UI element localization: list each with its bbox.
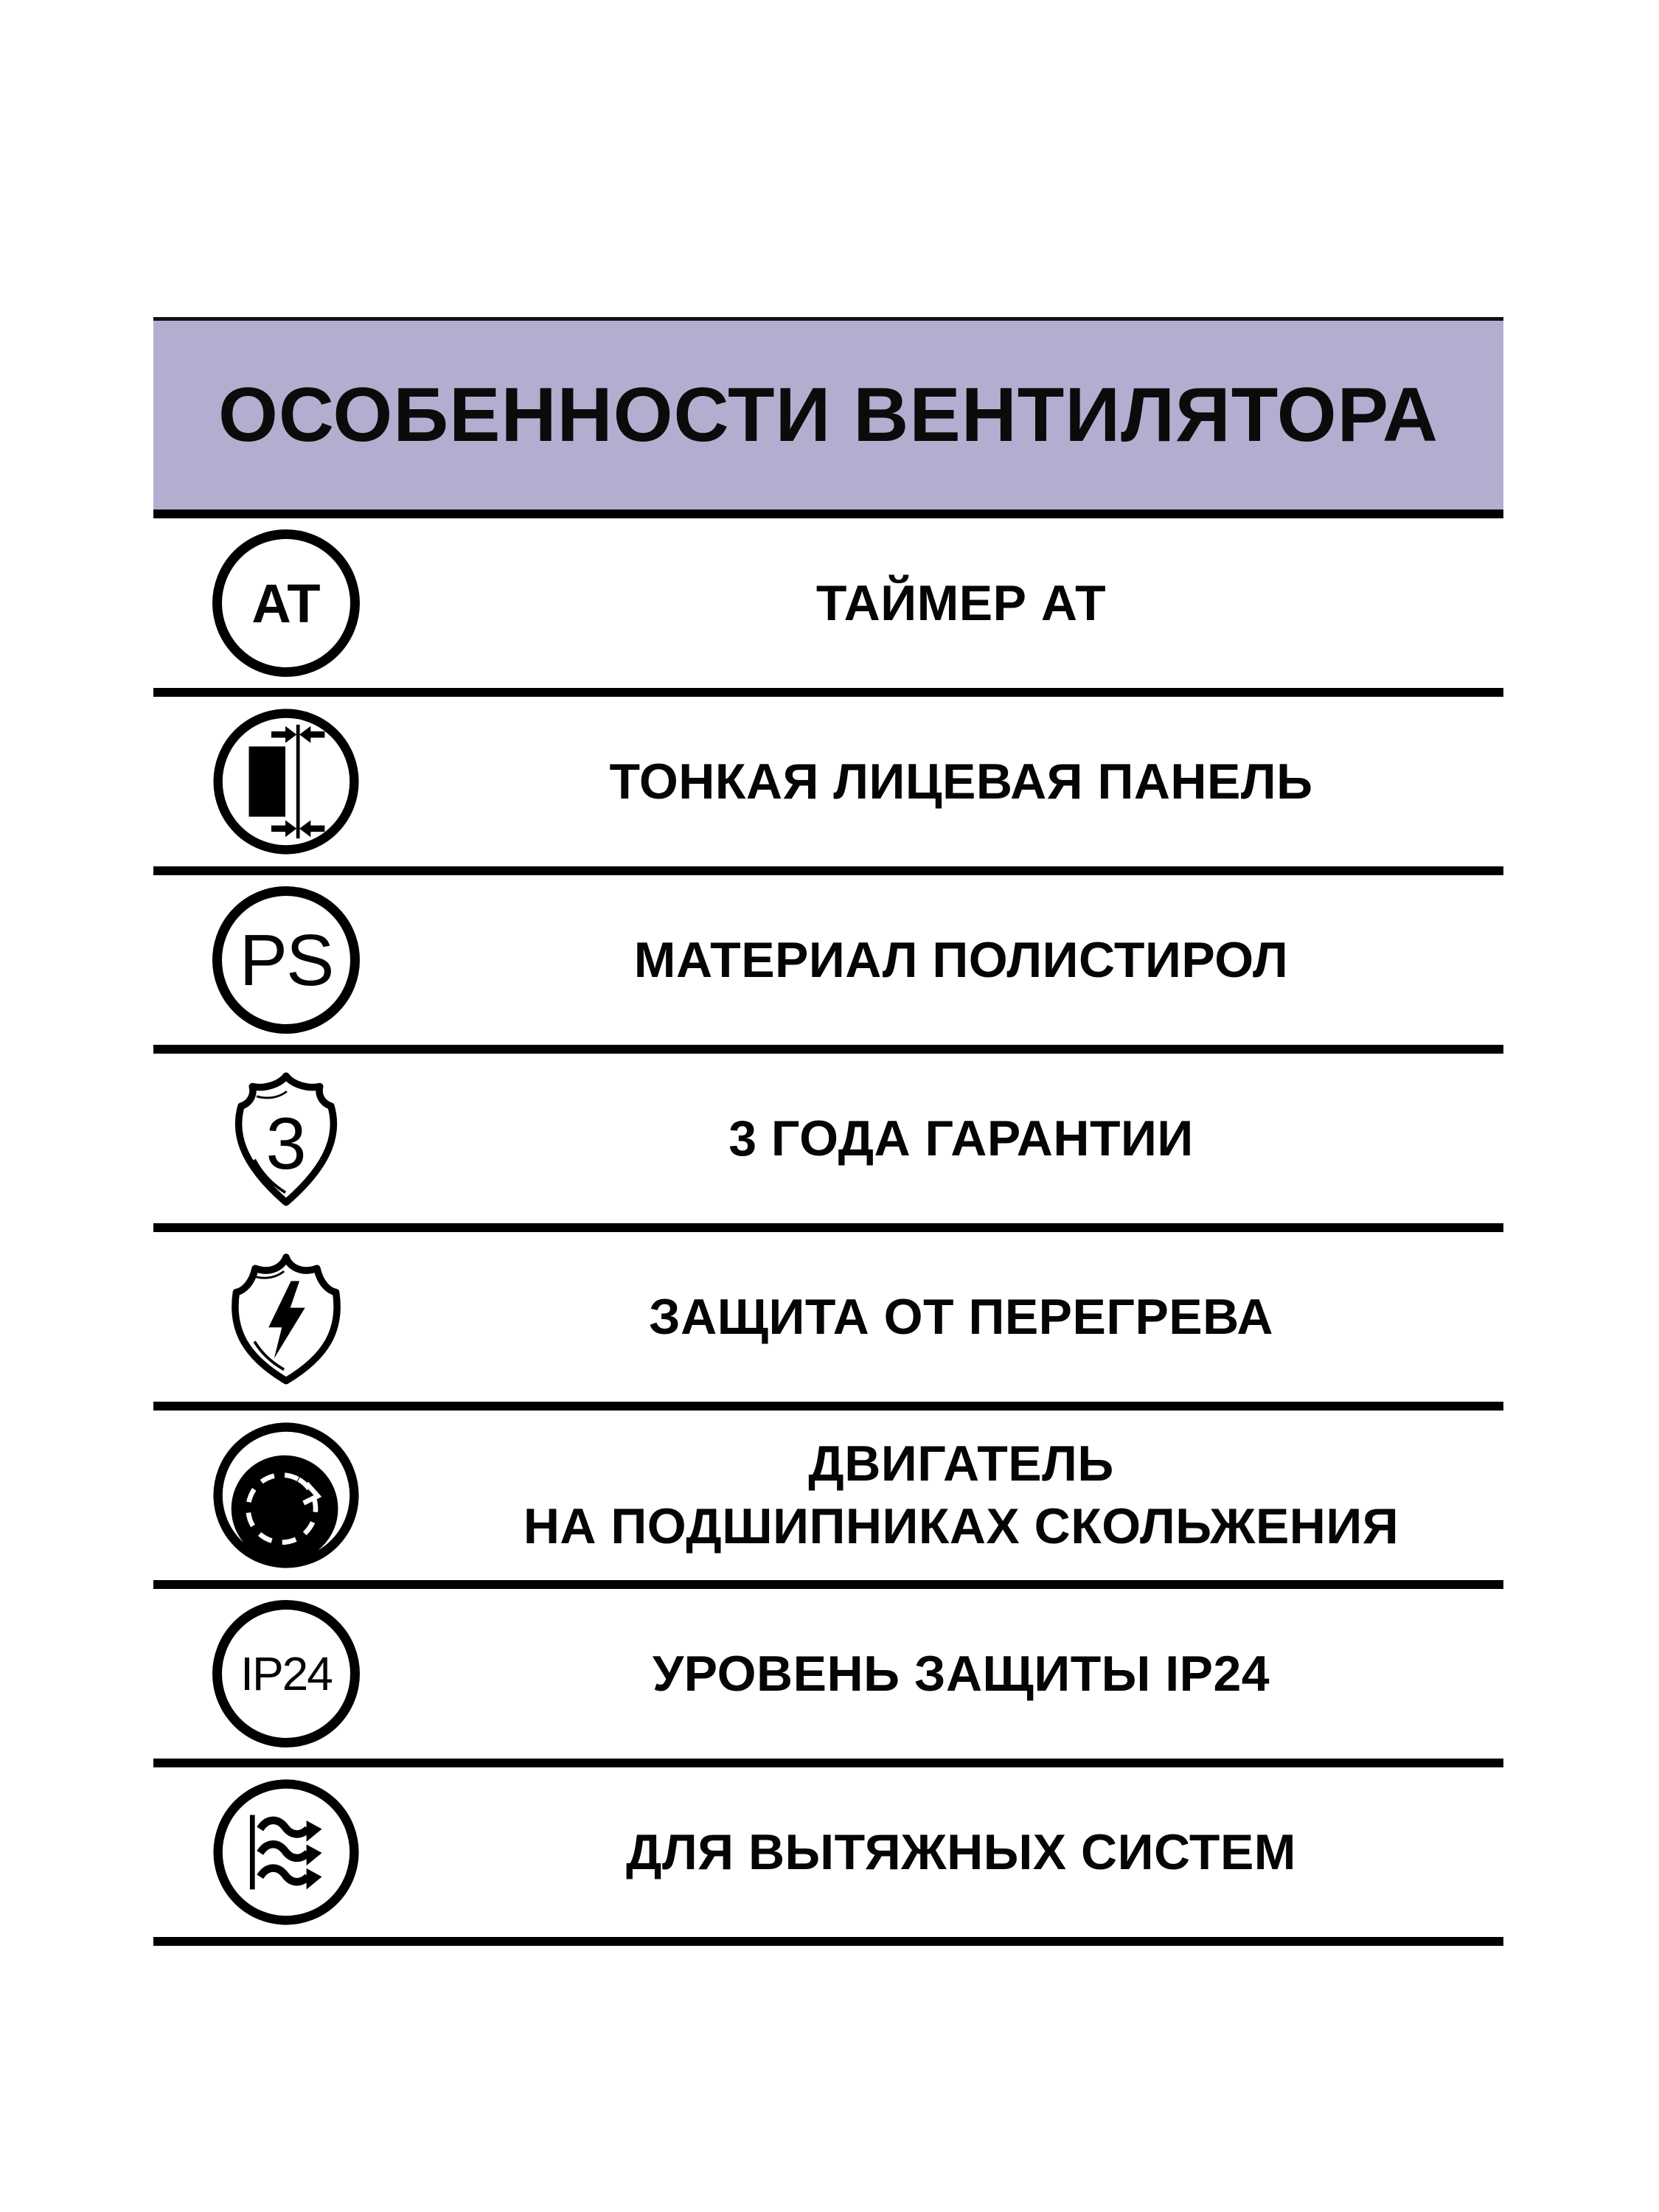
- table-row: [153, 1045, 1503, 1223]
- table-row: [153, 1580, 1503, 1759]
- sliding-bearing-motor-icon: [212, 1422, 360, 1569]
- warranty-shield-icon: [212, 1061, 360, 1216]
- row-label: ДЛЯ ВЫТЯЖНЫХ СИСТЕМ: [626, 1823, 1296, 1880]
- thin-front-panel-icon: [212, 708, 360, 855]
- svg-text:3: 3: [265, 1102, 307, 1184]
- polystyrene-ps-icon: PS: [212, 886, 360, 1034]
- table-row: [153, 688, 1503, 866]
- overheat-shield-icon: [212, 1239, 360, 1394]
- row-label: ДВИГАТЕЛЬ НА ПОДШИПНИКАХ СКОЛЬЖЕНИЯ: [523, 1436, 1399, 1554]
- features-table: [153, 317, 1503, 1946]
- ip24-protection-icon: IP24: [212, 1600, 360, 1747]
- row-label: ТОНКАЯ ЛИЦЕВАЯ ПАНЕЛЬ: [609, 753, 1313, 810]
- timer-at-icon: AT: [212, 529, 360, 677]
- row-label: ЗАЩИТА ОТ ПЕРЕГРЕВА: [649, 1288, 1273, 1345]
- row-label: ТАЙМЕР АТ: [815, 574, 1107, 631]
- table-row: [153, 1223, 1503, 1402]
- table-row: [153, 1402, 1503, 1580]
- row-label: 3 ГОДА ГАРАНТИИ: [728, 1110, 1194, 1166]
- exhaust-system-icon: [212, 1778, 360, 1926]
- row-label: УРОВЕНЬ ЗАЩИТЫ IP24: [652, 1645, 1270, 1702]
- table-row: [153, 509, 1503, 688]
- table-header: [153, 321, 1503, 509]
- row-label: МАТЕРИАЛ ПОЛИСТИРОЛ: [633, 931, 1289, 988]
- table-row: [153, 866, 1503, 1045]
- page-title: ОСОБЕННОСТИ ВЕНТИЛЯТОРА: [218, 372, 1439, 458]
- table-row: [153, 1759, 1503, 1937]
